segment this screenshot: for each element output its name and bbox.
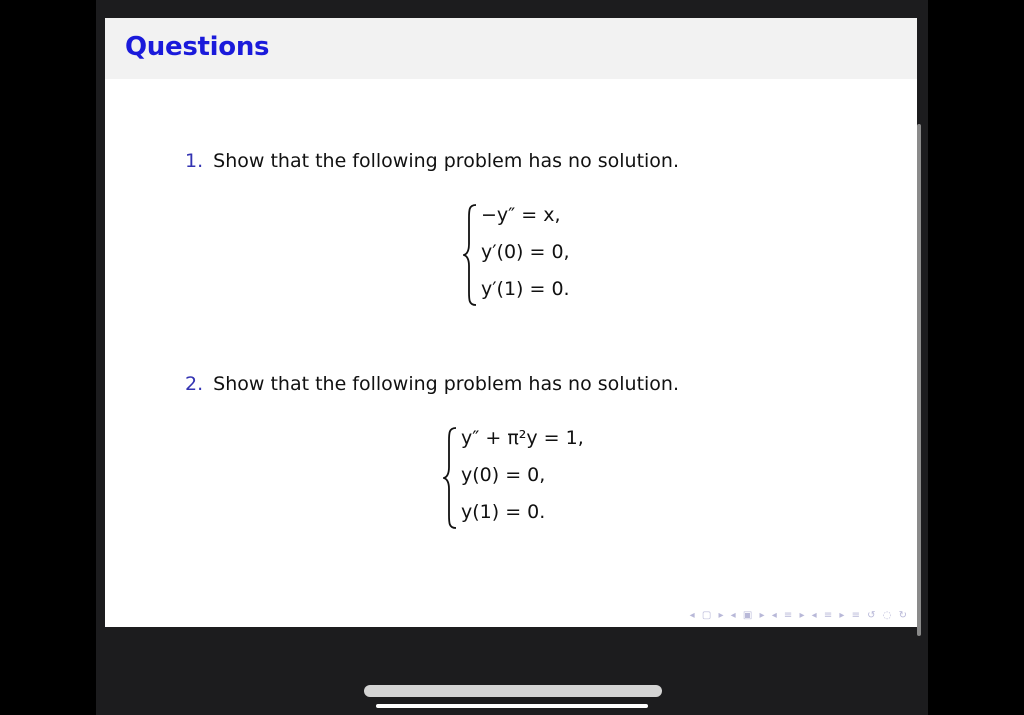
slide-title: Questions [125,32,270,62]
equation-1-line-3: y′(1) = 0. [481,278,570,300]
left-brace-icon [443,425,459,531]
question-2-text: Show that the following problem has no solution. [213,373,680,395]
question-1 [185,150,679,172]
question-1-number: 1. [185,150,204,172]
question-1-text: Show that the following problem has no solution. [213,150,680,172]
device-bezel-left [0,0,96,715]
equation-1-line-2: y′(0) = 0, [481,241,570,263]
left-brace-icon [463,202,479,308]
equation-2-line-1: y″ + π²y = 1, [461,427,584,449]
question-2 [185,373,679,395]
page-scrubber[interactable] [364,685,662,697]
home-indicator[interactable] [376,704,648,708]
slide-title-bar [105,18,917,79]
equation-1-line-1: −y″ = x, [481,204,561,226]
vertical-scrollbar[interactable] [917,124,921,636]
device-bezel-right [928,0,1024,715]
equation-system-2 [443,425,623,531]
equation-2-line-2: y(0) = 0, [461,464,546,486]
equation-2-line-3: y(1) = 0. [461,501,546,523]
question-2-number: 2. [185,373,204,395]
beamer-navigation-symbols[interactable]: ◂ ▢ ▸ ◂ ▣ ▸ ◂ ≡ ▸ ◂ ≡ ▸ ≡ ↺ ◌ ↻ [689,610,909,621]
equation-system-1 [463,202,603,308]
slide-page [105,18,917,627]
